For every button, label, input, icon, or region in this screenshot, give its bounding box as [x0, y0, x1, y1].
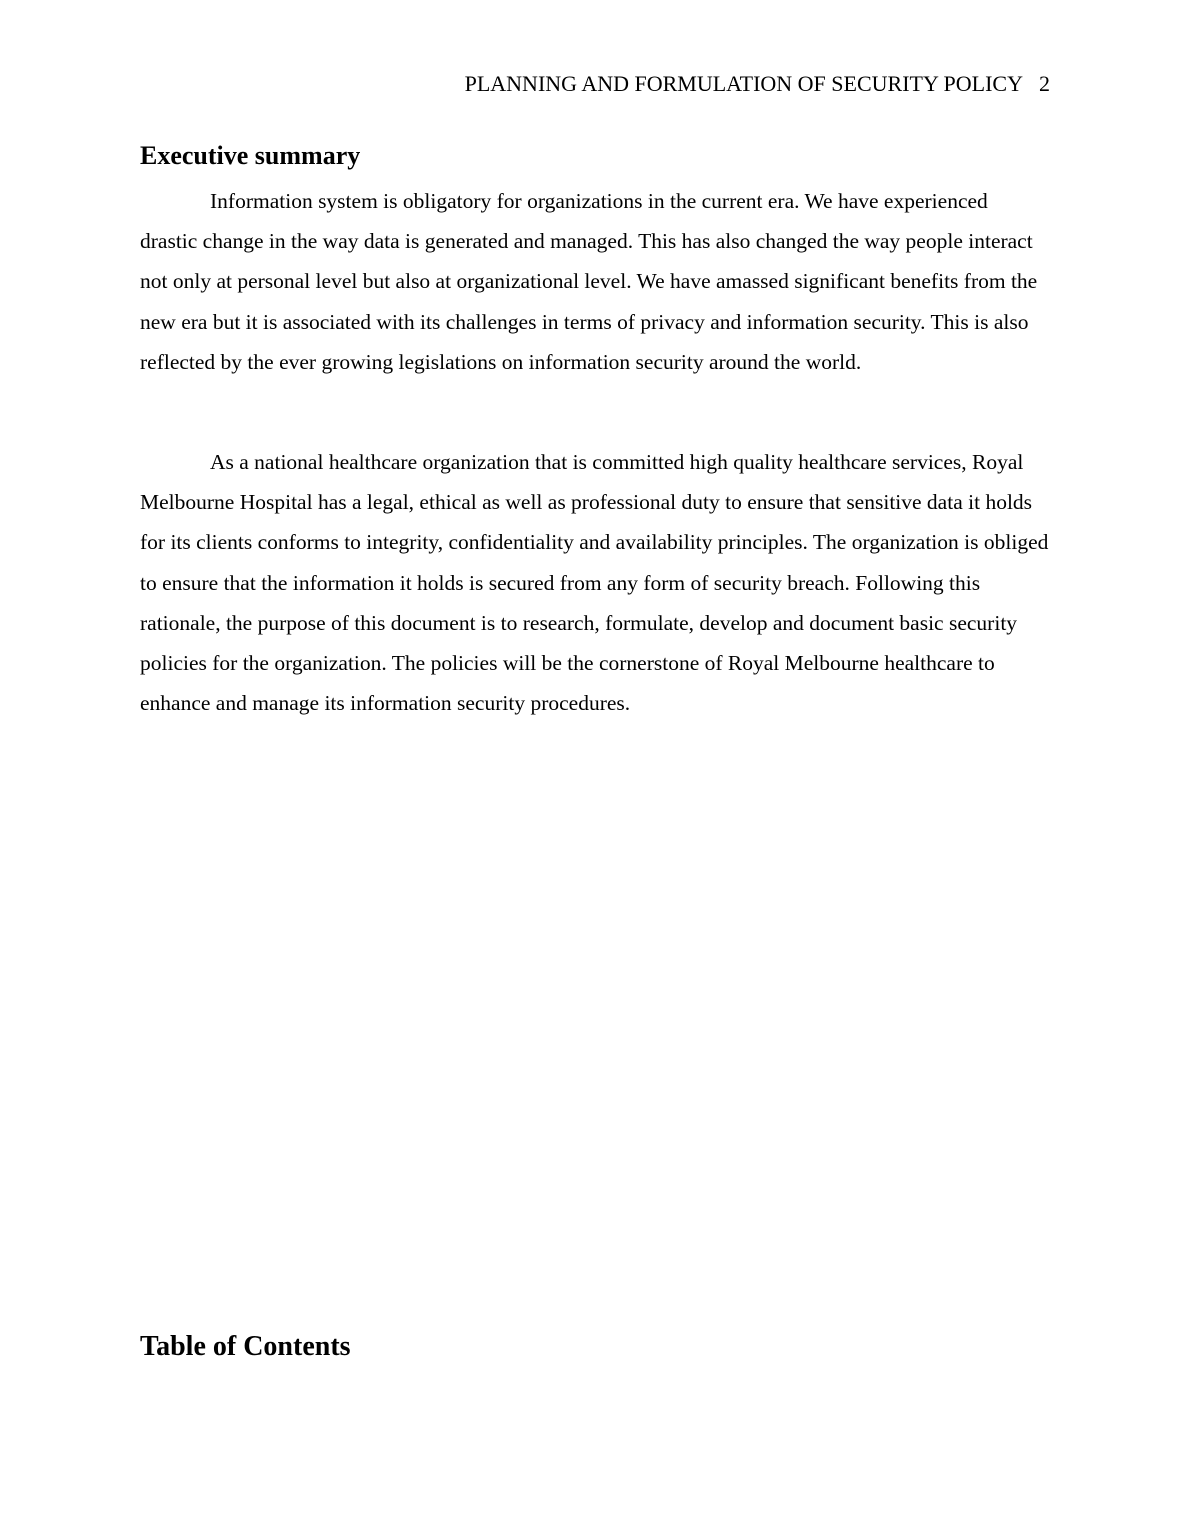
- table-of-contents-heading: Table of Contents: [140, 1331, 351, 1362]
- running-title: PLANNING AND FORMULATION OF SECURITY POLICY: [464, 71, 1023, 96]
- summary-paragraph-2: As a national healthcare organization that is committed high quality healthcare services, Royal Melbourne Hospital has a legal, ethical as well as professional duty to ensure that sensitive data it holds for its clients conforms to integrity, confidentiality and availability principles. The organization is obliged to ensure that the information it holds is secured from any form of security breach. Following this rationale, the purpose of this document is to research, formulate, develop and document basic security policies for the organization. The policies will be the cornerstone of Royal Melbourne healthcare to enhance and manage its information security procedures.: [140, 450, 1049, 716]
- page-number: 2: [1039, 71, 1050, 96]
- summary-paragraph-1: Information system is obligatory for organizations in the current era. We have experienced drastic change in the way data is generated and managed. This has also changed the way people interact not only at personal level but also at organizational level. We have amassed significant benefits from the new era but it is associated with its challenges in terms of privacy and information security. This is also reflected by the ever growing legislations on information security around the world.: [140, 189, 1038, 374]
- running-header: [465, 70, 1050, 98]
- executive-summary-heading: Executive summary: [140, 141, 361, 170]
